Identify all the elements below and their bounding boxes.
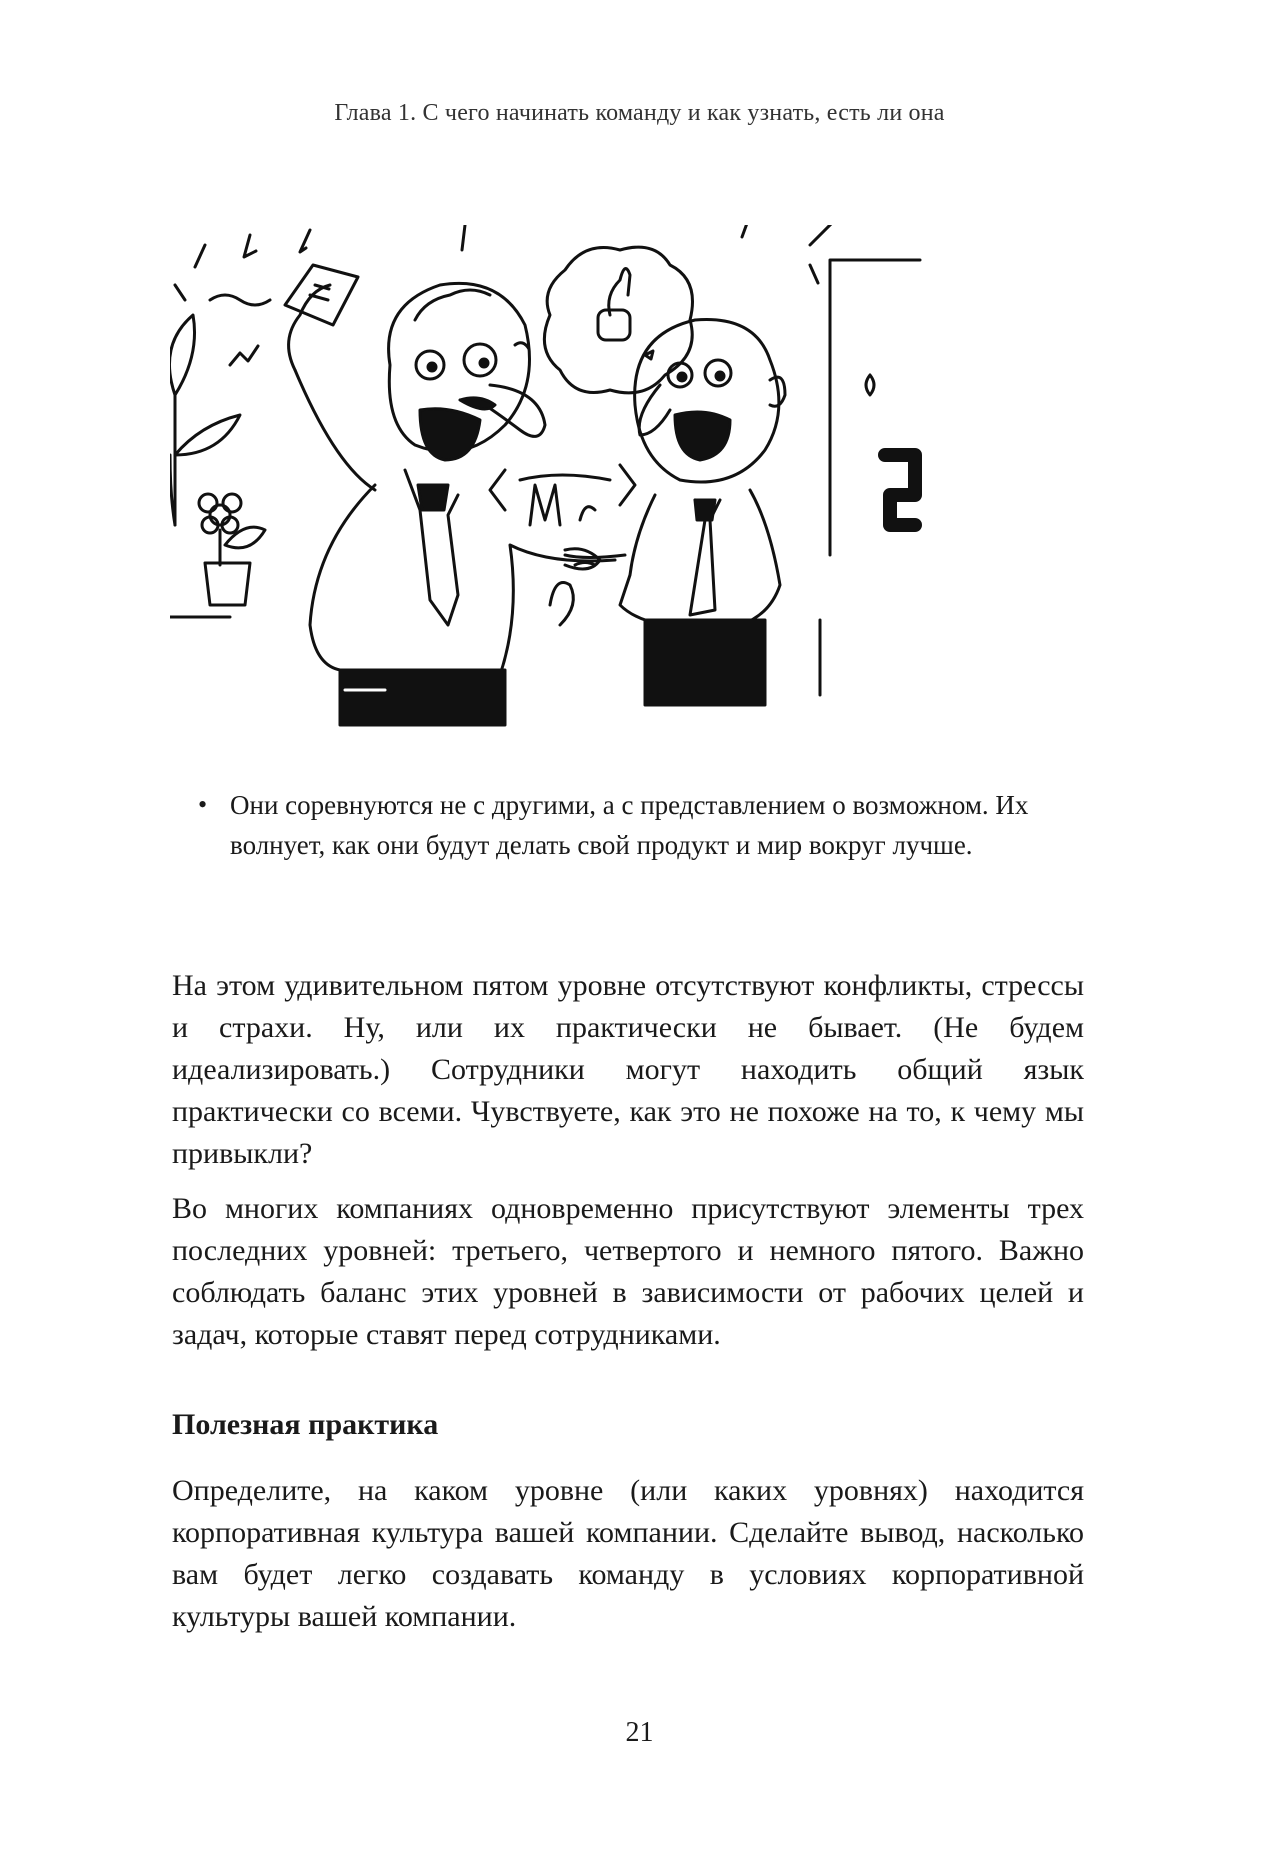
man-left bbox=[285, 265, 615, 725]
section-paragraph: Определите, на каком уровне (или каких уровнях) находится корпоративная культура вашей компании. Сделайте вывод, насколько вам будет легко создавать команду в условиях корпоративной культуры вашей компании. bbox=[172, 1474, 1084, 1633]
motion-lines bbox=[175, 225, 835, 365]
bullet-text: Они соревнуются не с другими, а с представлением о возможном. Их волнует, как они будут делать свой продукт и мир вокруг лучше. bbox=[230, 790, 1029, 860]
bullet-item bbox=[198, 785, 1050, 865]
chalkboard bbox=[820, 260, 920, 695]
section-heading: Полезная практика bbox=[172, 1408, 439, 1441]
page-number: 21 bbox=[625, 1717, 654, 1748]
paragraph-level-five: На этом удивительном пятом уровне отсутствуют конфликты, стрессы и страхи. Ну, или их практически не бывает. (Не будем идеализировать.) Сотрудники могут находить общий язык практически со всеми. Чувствуете, как это не похоже на то, к чему мы привыкли? bbox=[172, 969, 1084, 1170]
flower-pot bbox=[199, 494, 265, 605]
man-right bbox=[565, 320, 785, 706]
running-header: Глава 1. С чего начинать команду и как узнать, есть ли она bbox=[334, 100, 945, 126]
paragraph-levels-balance: Во многих компаниях одновременно присутствуют элементы трех последних уровней: третьего, четвертого и немного пятого. Важно соблюдать баланс этих уровней в зависимости от рабочих целей и задач, которые ставят перед сотрудниками. bbox=[172, 1192, 1084, 1351]
cartoon-handshake-illustration bbox=[170, 225, 1100, 765]
bullet-marker: • bbox=[198, 790, 208, 819]
